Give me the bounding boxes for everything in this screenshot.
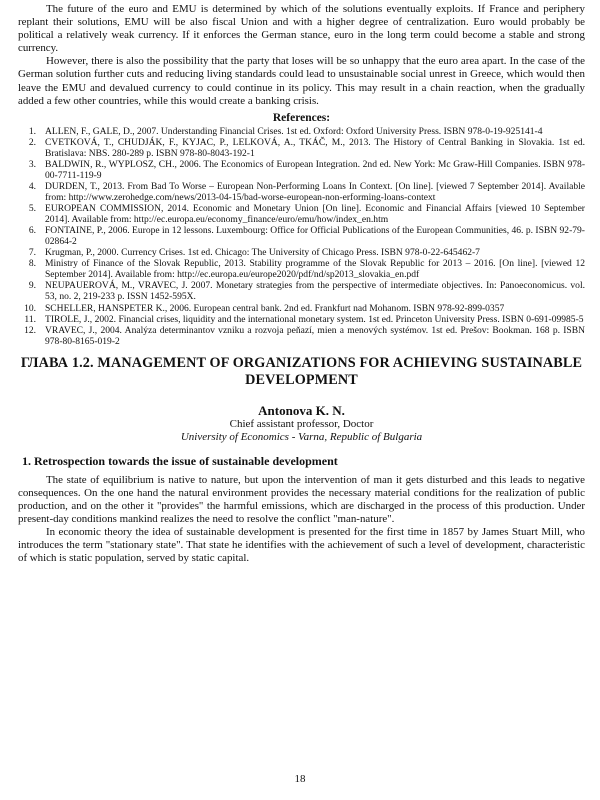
reference-text: DURDEN, T., 2013. From Bad To Worse – European Non-Performing Loans In Context. [On line]. [viewed 7 September 2014]. Available from: http://www.zerohedge.com/news/2013-04-15/bad-worse-european-non-erforming-loans-context [45,180,585,204]
reference-text: TIROLE, J., 2002. Financial crises, liquidity and the international monetary system. 1st ed. Princeton University Press. ISBN 0-691-09985-5 [45,313,584,325]
intro-section [18,3,585,108]
body-paragraph: The state of equilibrium is native to nature, but upon the intervention of man it gets disturbed and this leads to negative consequences. On the one hand the natural environment provides the necessary material conditions for the realization of public production, and on the other it "provides" the harmful emissions, which are discharged in the process of this production. Under present-day conditions mankind realizes the need to resolve the conflict "man-nature". [18,473,585,525]
reference-number: 2. [28,136,36,148]
reference-number: 7. [28,247,36,259]
reference-number: 8. [28,258,36,270]
reference-text: SCHELLER, HANSPETER K., 2006. European central bank. 2nd ed. Frankfurt nad Mohanom. ISBN 978-92-899-0357 [45,302,505,314]
reference-item [18,126,585,137]
reference-item [18,181,585,203]
reference-item [18,258,585,280]
reference-number: 11. [24,313,36,325]
reference-text: VRAVEC, J., 2004. Analýza determinantov vzniku a rozvoja peňazí, mien a menových systémov. 1st ed. Prešov: Bookman. 168 p. ISBN 978-80-8165-019-2 [45,324,585,347]
chapter-section [18,355,585,566]
reference-item [18,280,585,302]
reference-number: 5. [28,203,36,215]
reference-item [18,247,585,258]
section-heading: 1. Retrospection towards the issue of sustainable development [22,453,338,468]
body-paragraph: However, there is also the possibility that the party that loses will be so unhappy that the euro area apart. In the case of the German solution further cuts and reducing living standards could lead to unsustainable social unrest in Greece, which would then leave the EMU and devalued currency to could continue in its policy. This may result in a chain reaction, when the gradually added a few other countries, while this would create a banking crisis. [18,55,585,107]
reference-text: ALLEN, F., GALE, D., 2007. Understanding Financial Crises. 1st ed. Oxford: Oxford University Press. ISBN 978-0-19-925141-4 [45,125,543,137]
reference-number: 12. [24,324,36,336]
references-title: References: [272,111,331,124]
reference-number: 4. [28,180,36,192]
reference-text: Ministry of Finance of the Slovak Republic, 2013. Stability programme of the Slovak Republic for 2013 – 2016. [On line]. [viewed 12 September 2014]. Available from: http://ec.europa.eu/europe2020/pdf/nd/sp2013_slovakia_en.pdf [45,258,585,281]
page-number: 18 [294,773,306,785]
reference-text: NEUPAUEROVÁ, M., VRAVEC, J. 2007. Monetary strategies from the perspective of intermediate objectives. In: Panoeconomicus. vol. 53, no. 2, 219-233 p. ISSN 1452-595X. [45,280,585,303]
author-affiliation: University of Economics - Varna, Republic of Bulgaria [180,430,423,443]
reference-item [18,303,585,314]
reference-text: BALDWIN, R., WYPLOSZ, CH., 2006. The Economics of European Integration. 2nd ed. New York: Mc Graw-Hill Companies. ISBN 978-00-7711-119-9 [45,158,585,181]
body-paragraph: In economic theory the idea of sustainable development is presented for the first time in 1857 by James Stuart Mill, who introduces the term "stationary state". That state he identifies with the achievement of such a level of development, characteristic of which is static population, served by static capital. [18,526,585,565]
reference-number: 6. [28,225,36,237]
reference-item [18,137,585,159]
reference-text: Krugman, P., 2000. Currency Crises. 1st ed. Chicago: The University of Chicago Press. ISBN 978-0-22-645462-7 [45,247,480,259]
references-section [18,112,585,347]
reference-text: CVETKOVÁ, T., CHUDJÁK, F., KYJAC, P., LELKOVÁ, A., TKÁČ, M., 2013. The History of Central Banking in Slovakia. 1st ed. Bratislava: NBS. 280-289 p. ISBN 978-80-8043-192-1 [45,136,585,159]
reference-text: EUROPEAN COMMISSION, 2014. Economic and Monetary Union [On line]. Economic and Financial Affairs [viewed 10 September 2014]. Available from: http://ec.europa.eu/economy_finance/euro/emu/how/index_en.htm [45,203,585,226]
reference-item [18,314,585,325]
reference-number: 3. [28,158,36,170]
reference-item [18,225,585,247]
reference-item [18,325,585,347]
references-list [18,126,585,347]
author-name: Antonova K. N. [258,402,345,418]
reference-number: 10. [24,302,36,314]
chapter-title: ГЛАВА 1.2. MANAGEMENT OF ORGANIZATIONS FOR ACHIEVING SUSTAINABLE DEVELOPMENT [20,354,583,388]
reference-text: FONTAINE, P., 2006. Europe in 12 lessons. Luxembourg: Office for Official Publications of the European Communities, 46. p. ISBN 92-79-02864-2 [45,225,585,248]
reference-item [18,203,585,225]
author-position: Chief assistant professor, Doctor [229,417,374,430]
reference-number: 9. [28,280,36,292]
reference-number: 1. [28,125,36,137]
body-paragraph: The future of the euro and EMU is determined by which of the solutions eventually exploits. If France and periphery replant their solutions, EMU will be also fiscal Union and with a higher degree of centralization. Euro would probably be political a relatively weak currency. If it enforces the German stance, euro in the long term could become a stable and strong currency. [18,3,585,55]
reference-item [18,159,585,181]
